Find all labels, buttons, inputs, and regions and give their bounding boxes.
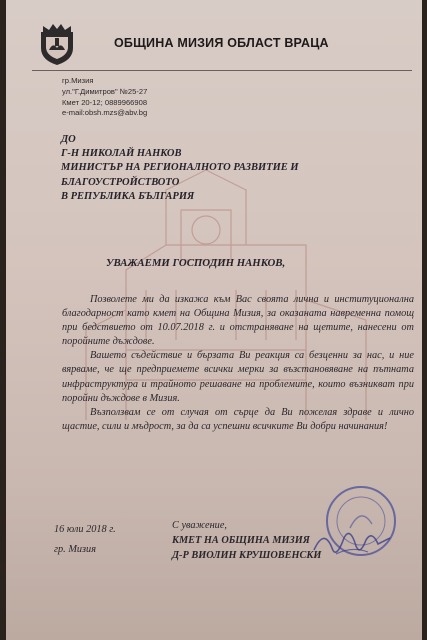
recipient-line: В РЕПУБЛИКА БЪЛГАРИЯ — [61, 190, 195, 202]
handwritten-signature — [306, 520, 396, 564]
address-line: e-mail:obsh.mzs@abv.bg — [62, 108, 148, 118]
sender-address — [62, 76, 147, 119]
municipality-crest-icon — [37, 22, 77, 66]
recipient-line: МИНИСТЪР НА РЕГИОНАЛНОТО РАЗВИТИЕ И — [61, 162, 299, 174]
body-paragraph: Позволете ми да изкажа към Вас своята лична и институционална благодарност като кмет на Община Мизия, за оказаната навременна помощ при бедствието от 10.07.2018 г. и отстраняване на щетите, нанесени от поройните дъждове. — [62, 294, 414, 348]
header-divider — [32, 70, 412, 71]
recipient-block — [61, 133, 299, 204]
recipient-line: ДО — [61, 134, 76, 145]
address-line: ул."Г.Димитров" №25-27 — [62, 86, 148, 96]
letter-body — [62, 293, 414, 434]
letter-page — [6, 0, 422, 640]
signatory-name: Д-Р ВИОЛИН КРУШОВЕНСКИ — [172, 550, 322, 561]
signatory-title: КМЕТ НА ОБЩИНА МИЗИЯ — [172, 535, 310, 546]
date-place-block — [54, 520, 116, 560]
closing-text: С уважение, — [172, 520, 227, 531]
salutation: УВАЖАЕМИ ГОСПОДИН НАНКОВ, — [106, 257, 286, 269]
letter-date: 16 юли 2018 г. — [54, 524, 116, 535]
body-paragraph: Вашето съдействие и бързата Ви реакция са безценни за нас, и ние вярваме, че ще предприемете всички мерки за възстановяване на пътната инфраструктура и трайното решаване на проблемите, които възникват при поройни дъждове в Мизия. — [62, 350, 414, 404]
address-line: Кмет 20-12; 0889966908 — [62, 97, 148, 107]
municipality-title: ОБЩИНА МИЗИЯ ОБЛАСТ ВРАЦА — [114, 36, 329, 50]
recipient-line: БЛАГОУСТРОЙСТВОТО — [61, 176, 180, 188]
letter-place: гр. Мизия — [54, 544, 96, 555]
signature-block — [172, 518, 321, 563]
body-paragraph: Възползвам се от случая от сърце да Ви пожелая здраве и лично щастие, сили и мъдрост, за да са успешни всичките Ви добри начинания! — [62, 406, 414, 432]
address-line: гр.Мизия — [62, 76, 94, 85]
recipient-line: Г-Н НИКОЛАЙ НАНКОВ — [61, 148, 182, 160]
